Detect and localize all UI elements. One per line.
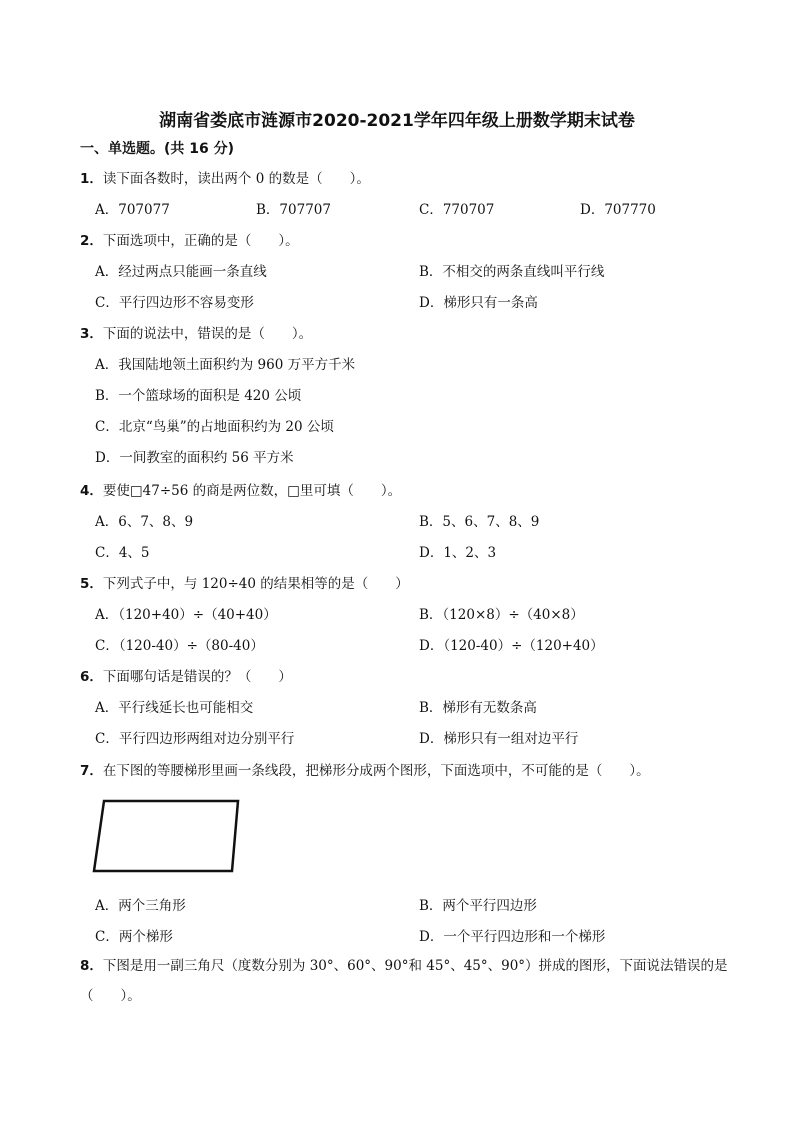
option-5a: A．（120+40）÷（40+40） <box>95 607 277 623</box>
option-3a: A．我国陆地领土面积约为 960 万平方千米 <box>95 357 356 373</box>
question-text: 下面选项中，正确的是（ ）。 <box>102 233 299 249</box>
option-6d: D．梯形只有一组对边平行 <box>419 731 579 747</box>
option-1d: D．707770 <box>580 202 656 218</box>
question-text: 读下面各数时，读出两个 0 的数是（ ）。 <box>102 171 370 187</box>
option-4d: D．1、2、3 <box>419 545 497 561</box>
question-text: 要使□47÷56 的商是两位数，□里可填（ ）。 <box>102 483 402 499</box>
question-number: 8． <box>80 958 103 974</box>
question-8 <box>80 951 760 1011</box>
option-3b: B．一个篮球场的面积是 420 公顷 <box>95 388 302 404</box>
option-1c: C．770707 <box>419 202 495 218</box>
question-text: 下图是用一副三角尺（度数分别为 30°、60°、90°和 45°、45°、90°）拼成的图形，下面说法错误的是（ ）。 <box>80 958 728 1004</box>
question-text: 下面的说法中，错误的是（ ）。 <box>102 326 313 342</box>
option-7c: C．两个梯形 <box>95 929 173 945</box>
option-7d: D．一个平行四边形和一个梯形 <box>419 929 606 945</box>
question-5 <box>80 572 409 592</box>
option-2c: C．平行四边形不容易变形 <box>95 295 254 311</box>
question-text: 下列式子中，与 120÷40 的结果相等的是（ ） <box>102 576 409 592</box>
option-2b: B．不相交的两条直线叫平行线 <box>419 264 605 280</box>
question-number: 4． <box>80 483 103 499</box>
option-5c: C．（120-40）÷（80-40） <box>95 638 264 654</box>
question-1 <box>80 167 370 187</box>
question-number: 7． <box>80 763 103 779</box>
question-number: 1． <box>80 171 103 187</box>
section-heading: 一、单选题。(共 16 分) <box>80 141 235 157</box>
exam-title: 湖南省娄底市涟源市2020-2021学年四年级上册数学期末试卷 <box>159 111 635 131</box>
option-3c: C．北京“鸟巢”的占地面积约为 20 公顷 <box>95 419 334 435</box>
option-6b: B．梯形有无数条高 <box>419 700 537 716</box>
trapezoid-shape <box>94 801 238 871</box>
option-6c: C．平行四边形两组对边分别平行 <box>95 731 295 747</box>
option-1a: A．707077 <box>95 202 170 218</box>
option-5b: B．（120×8）÷（40×8） <box>419 607 584 623</box>
option-4b: B．5、6、7、8、9 <box>419 514 540 530</box>
question-4 <box>80 479 401 499</box>
question-number: 6． <box>80 669 103 685</box>
option-7b: B．两个平行四边形 <box>419 898 537 914</box>
question-number: 5． <box>80 576 103 592</box>
question-number: 2． <box>80 233 103 249</box>
question-3 <box>80 322 312 342</box>
option-4a: A．6、7、8、9 <box>95 514 194 530</box>
question-text: 在下图的等腰梯形里画一条线段，把梯形分成两个图形，下面选项中，不可能的是（ ）。 <box>102 763 650 779</box>
question-2 <box>80 229 299 249</box>
option-3d: D．一间教室的面积约 56 平方米 <box>95 450 294 466</box>
option-1b: B．707707 <box>256 202 331 218</box>
option-6a: A．平行线延长也可能相交 <box>95 700 254 716</box>
isosceles-trapezoid-figure <box>90 796 250 876</box>
option-5d: D．（120-40）÷（120+40） <box>419 638 604 654</box>
option-2a: A．经过两点只能画一条直线 <box>95 264 267 280</box>
question-6 <box>80 665 292 685</box>
option-2d: D．梯形只有一条高 <box>419 295 538 311</box>
question-7 <box>80 759 650 779</box>
option-4c: C．4、5 <box>95 545 150 561</box>
option-7a: A．两个三角形 <box>95 898 186 914</box>
question-number: 3． <box>80 326 103 342</box>
question-text: 下面哪句话是错误的？（ ） <box>102 669 292 685</box>
